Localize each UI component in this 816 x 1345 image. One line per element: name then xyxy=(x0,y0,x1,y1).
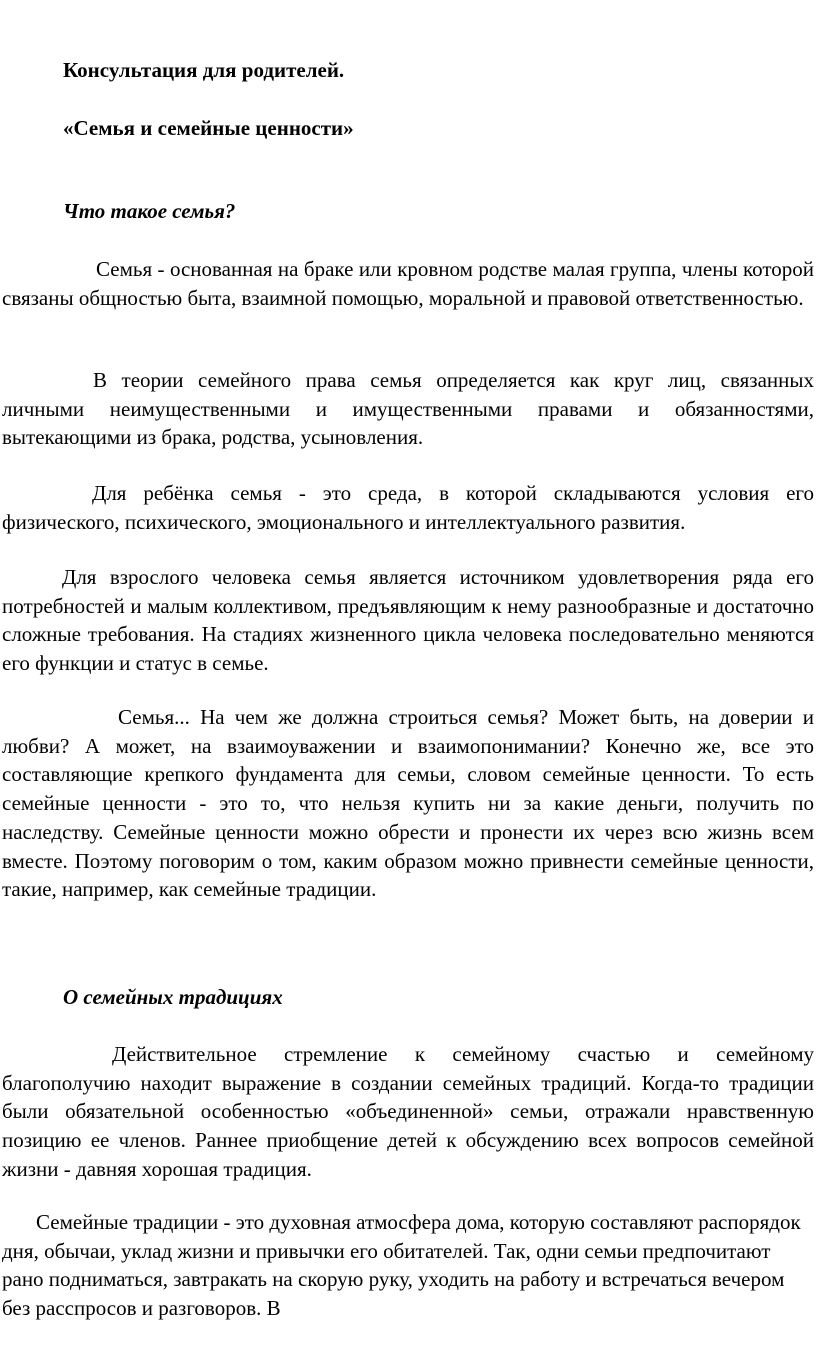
paragraph: В теории семейного права семья определяется как круг лиц, связанных личными неимущественными и имущественными правами и обязанностями, вытекающими из брака, родства, усыновления. xyxy=(2,368,814,450)
document-subtitle: «Семья и семейные ценности» xyxy=(63,116,354,140)
section-heading-what-is-family: Что такое семья? xyxy=(63,199,236,223)
document-title: Консультация для родителей. xyxy=(63,58,345,82)
paragraph: Семья - основанная на браке или кровном родстве малая группа, члены которой связаны общностью быта, взаимной помощью, моральной и правовой ответственностью. xyxy=(2,257,814,310)
paragraph: Для ребёнка семья - это среда, в которой складываются условия его физического, психического, эмоционального и интеллектуального развития. xyxy=(2,481,814,534)
paragraph: Семейные традиции - это духовная атмосфера дома, которую составляют распорядок дня, обычаи, уклад жизни и привычки его обитателей. Так, одни семьи предпочитают рано подниматься, завтракать на скорую руку, уходить на работу и встречаться вечером без расспросов и разговоров. В xyxy=(2,1210,801,1321)
paragraph: Действительное стремление к семейному счастью и семейному благополучию находит выражение в создании семейных традиций. Когда-то традиции были обязательной особенностью «объединенной» семьи, отражали нравственную позицию ее членов. Раннее приобщение детей к обсуждению всех вопросов семейной жизни - давняя хорошая традиция. xyxy=(2,1042,814,1181)
section-heading-family-traditions: О семейных традициях xyxy=(63,985,283,1009)
paragraph: Для взрослого человека семья является источником удовлетворения ряда его потребностей и малым коллективом, предъявляющим к нему разнообразные и достаточно сложные требования. На стадиях жизненного цикла человека последовательно меняются его функции и статус в семье. xyxy=(2,565,814,676)
paragraph: Семья... На чем же должна строиться семья? Может быть, на доверии и любви? А может, на взаимоуважении и взаимопонимании? Конечно же, все это составляющие крепкого фундамента для семьи, словом семейные ценности. То есть семейные ценности - это то, что нельзя купить ни за какие деньги, получить по наследству. Семейные ценности можно обрести и пронести их через всю жизнь всем вместе. Поэтому поговорим о том, каким образом можно привнести семейные ценности, такие, например, как семейные традиции. xyxy=(2,705,814,902)
